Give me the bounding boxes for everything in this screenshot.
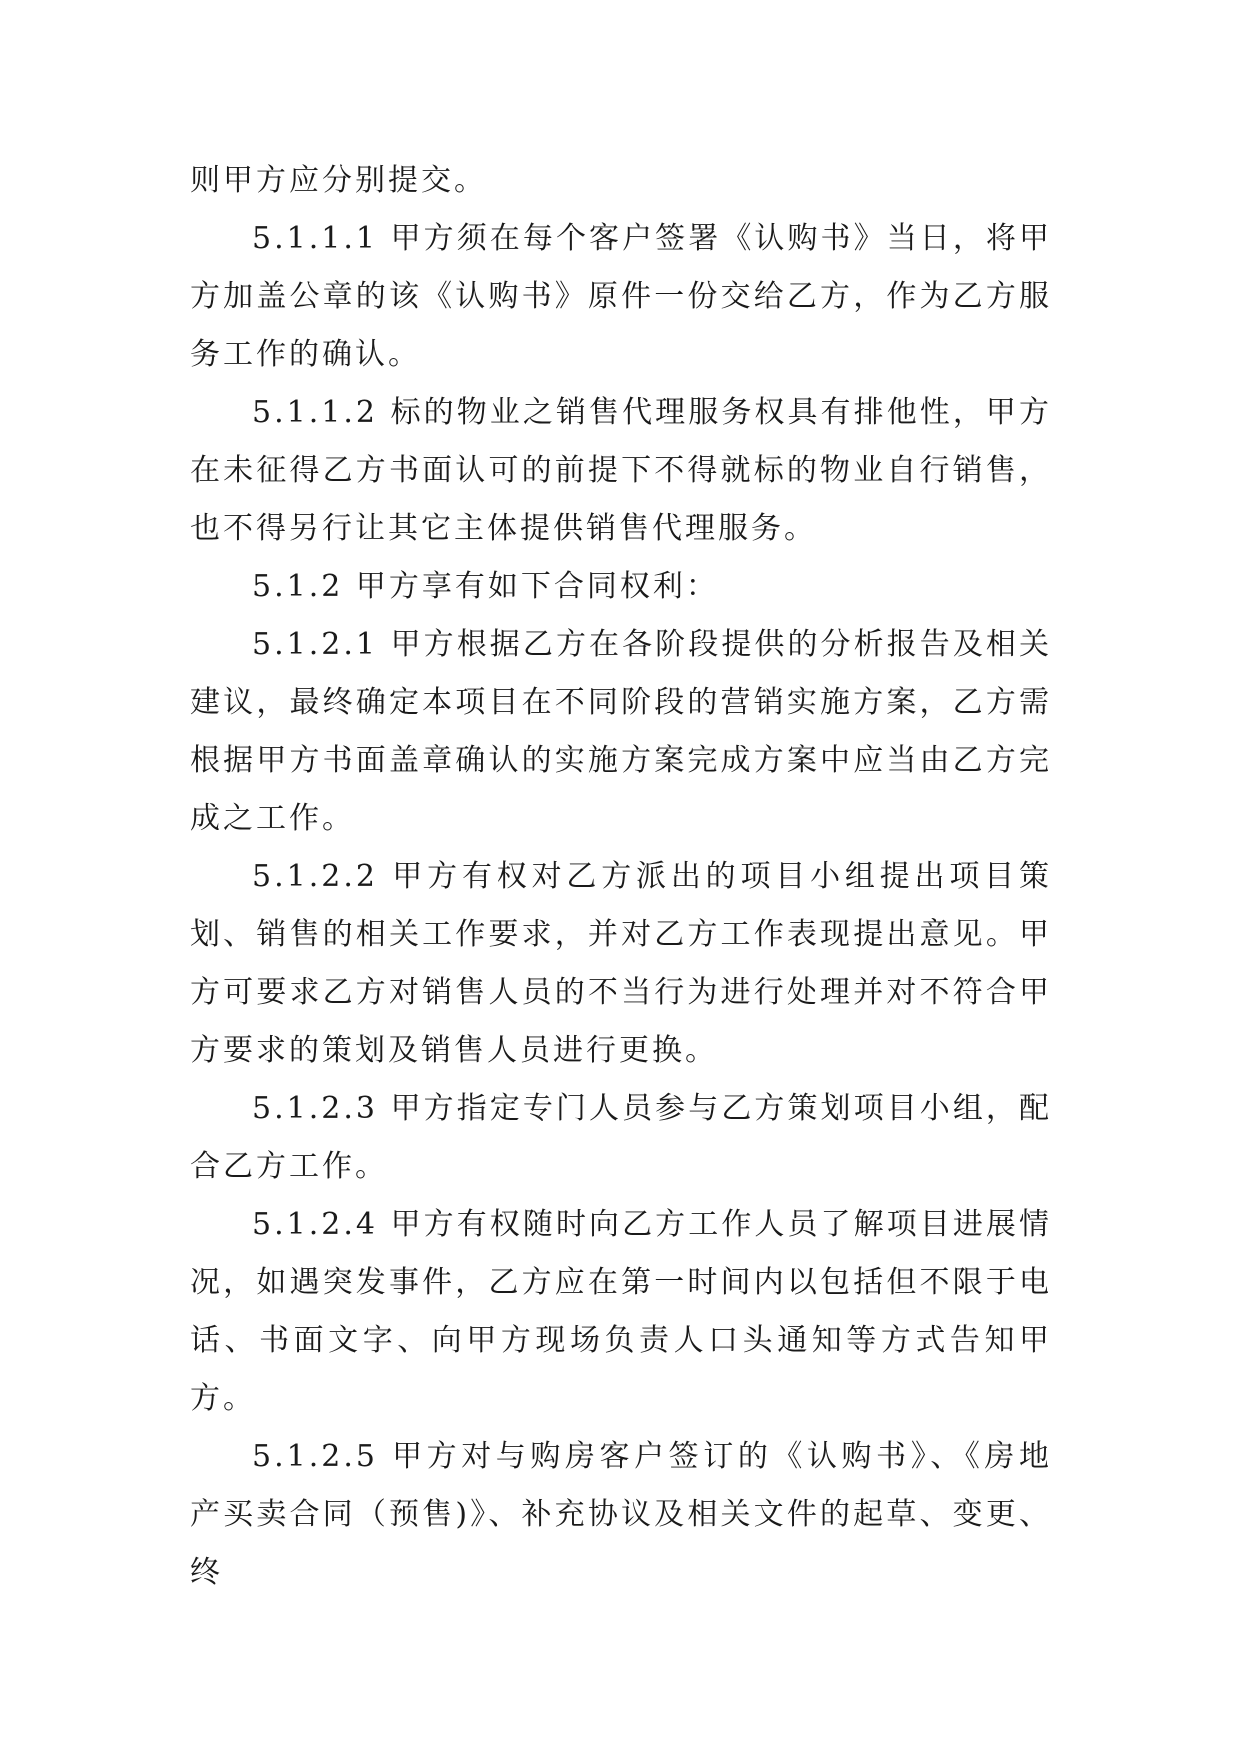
clause-5-1-1-1: 5.1.1.1 甲方须在每个客户签署《认购书》当日，将甲方加盖公章的该《认购书》原件一份交给乙方，作为乙方服务工作的确认。 xyxy=(190,221,1052,372)
clause-5-1-2-heading: 5.1.2 甲方享有如下合同权利： xyxy=(252,569,719,604)
paragraph-continuation: 则甲方应分别提交。 xyxy=(190,163,487,198)
clause-5-1-2-4: 5.1.2.4 甲方有权随时向乙方工作人员了解项目进展情况，如遇突发事件，乙方应在第一时间内以包括但不限于电话、书面文字、向甲方现场负责人口头通知等方式告知甲方。 xyxy=(190,1207,1052,1416)
clause-5-1-2-3: 5.1.2.3 甲方指定专门人员参与乙方策划项目小组，配合乙方工作。 xyxy=(190,1091,1052,1184)
document-body xyxy=(190,152,1052,1602)
clause-5-1-2-2: 5.1.2.2 甲方有权对乙方派出的项目小组提出项目策划、销售的相关工作要求，并对乙方工作表现提出意见。甲方可要求乙方对销售人员的不当行为进行处理并对不符合甲方要求的策划及销售人员进行更换。 xyxy=(190,859,1052,1068)
clause-5-1-1-2: 5.1.1.2 标的物业之销售代理服务权具有排他性，甲方在未征得乙方书面认可的前提下不得就标的物业自行销售，也不得另行让其它主体提供销售代理服务。 xyxy=(190,395,1052,546)
clause-5-1-2-1: 5.1.2.1 甲方根据乙方在各阶段提供的分析报告及相关建议，最终确定本项目在不同阶段的营销实施方案，乙方需根据甲方书面盖章确认的实施方案完成方案中应当由乙方完成之工作。 xyxy=(190,627,1052,836)
clause-5-1-2-5: 5.1.2.5 甲方对与购房客户签订的《认购书》、《房地产买卖合同（预售)》、补充协议及相关文件的起草、变更、终 xyxy=(190,1439,1052,1590)
